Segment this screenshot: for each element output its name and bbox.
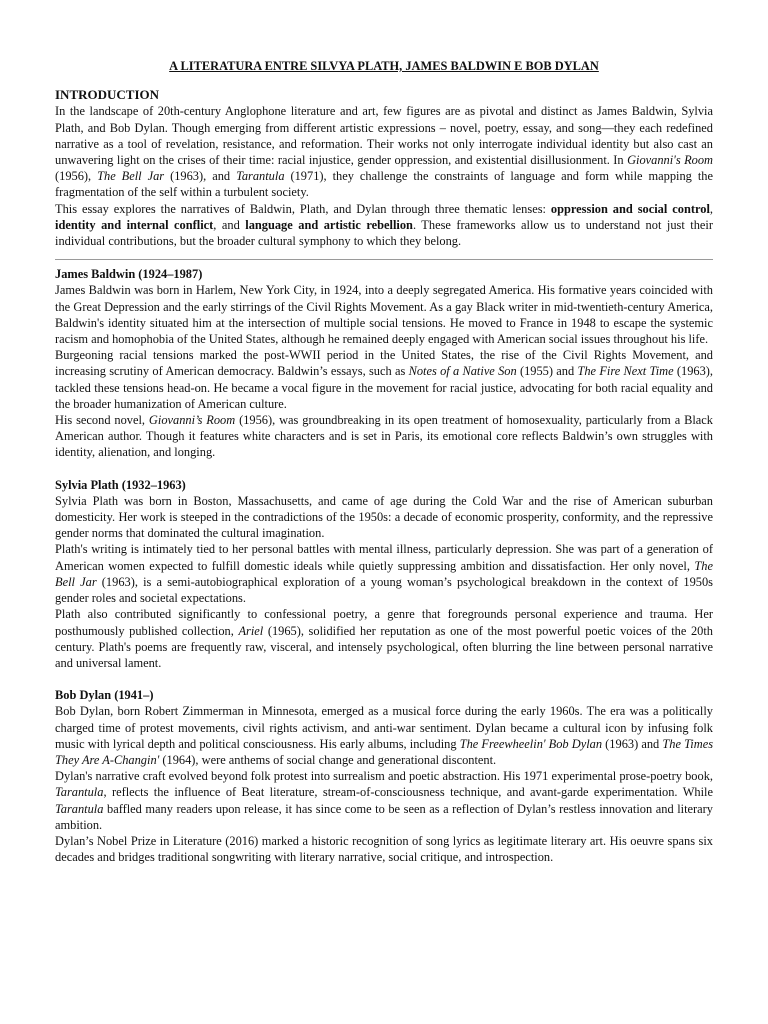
plath-paragraph-1: Sylvia Plath was born in Boston, Massachusetts, and came of age during the Cold War and the rise of American suburban domesticity. Her work is steeped in the contradictions of the 1950s: a decade of economic prosperity, conformity, and the repressive gender norms that dominated the cultural imagination.: [55, 493, 713, 541]
dylan-p1-text-a: Bob Dylan, born Robert Zimmerman in Minnesota, emerged as a musical force during the early 1960s. The era was a politically charged time of protest movements, civil rights activism, and anti-war sentiment. Dylan became a cultural icon by infusing folk music with lyrical depth and political consciousness. His early albums, including: [55, 704, 713, 751]
dylan-p2-title-tarantula: Tarantula: [55, 785, 104, 800]
intro-p1-title-giovanni: Giovanni's Room: [627, 153, 713, 168]
baldwin-p2-text-a: Burgeoning racial tensions marked the post-WWII period in the United States, the rise of the Civil Rights Movement, and increasing scrutiny of American democracy. Baldwin’s essays, such as: [55, 348, 713, 379]
intro-p2-text-c: , and: [213, 217, 246, 232]
intro-p1-text-b: (1956),: [55, 169, 98, 184]
plath-paragraph-3: [55, 606, 713, 671]
baldwin-p2-title-fire-next-time: The Fire Next Time: [577, 364, 674, 379]
plath-p2-title-bell-jar: The Bell Jar: [55, 558, 713, 589]
intro-p1-title-tarantula: Tarantula: [236, 169, 285, 184]
baldwin-paragraph-1: James Baldwin was born in Harlem, New York City, in 1924, into a deeply segregated America. His formative years coincided with the Great Depression and the early stirrings of the Civil Rights Movement. As a gay Black writer in mid-twentieth-century America, Baldwin's identity situated him at the intersection of multiple social tensions. He moved to France in 1948 to escape the systemic racism and homophobia of the United States, although he remained deeply engaged with American social issues throughout his life.: [55, 283, 713, 347]
dylan-heading: Bob Dylan (1941–): [55, 688, 154, 703]
intro-p1-title-bell-jar: The Bell Jar: [97, 169, 165, 184]
intro-p1-text-c: (1963), and: [164, 169, 237, 184]
baldwin-p3-text-a: His second novel,: [55, 413, 149, 428]
plath-p3-text-a: Plath also contributed significantly to confessional poetry, a genre that foregrounds personal experience and trauma. Her posthumously published collection,: [55, 607, 713, 638]
section-gap: [55, 671, 713, 687]
plath-p3-text-b: (1965), solidified her reputation as one of the most powerful poetic voices of the 20th century. Plath's poems are frequently raw, visceral, and intensely psychological, often blurring the line between personal narrative and universal lament.: [55, 623, 713, 670]
dylan-p2-title-tarantula-2: Tarantula: [55, 801, 104, 816]
dylan-paragraph-3: Dylan’s Nobel Prize in Literature (2016) marked a historic recognition of song lyrics as legitimate literary art. His oeuvre spans six decades and bridges traditional songwriting with literary narrative, social critique, and introspection.: [55, 833, 713, 865]
baldwin-p3-text-b: (1956), was groundbreaking in its open treatment of homosexuality, particularly from a Black American author. Though it features white characters and is set in Paris, its emotional core reflects Baldwin’s own struggles with identity, alienation, and longing.: [55, 413, 713, 460]
plath-p3-title-ariel: Ariel: [238, 623, 264, 638]
baldwin-p2-title-native-son: Notes of a Native Son: [408, 364, 517, 379]
plath-paragraph-2: [55, 541, 713, 606]
dylan-paragraph-2: [55, 768, 713, 833]
dylan-p1-title-times-changin: The Times They Are A-Changin': [55, 736, 714, 767]
plath-p2-text-b: (1963), is a semi-autobiographical exploration of a young woman’s psychological breakdown in the context of 1950s gender roles and societal expectations.: [55, 574, 713, 606]
intro-p1-text-d: (1971), they challenge the constraints of language and form while mapping the fragmentation of the self within a turbulent society.: [55, 169, 713, 200]
intro-p2-text-a: This essay explores the narratives of Baldwin, Plath, and Dylan through three thematic lenses:: [55, 201, 551, 216]
dylan-p1-text-c: (1964), were anthems of social change and generational discontent.: [159, 752, 497, 767]
intro-p1-text-a: In the landscape of 20th-century Anglophone literature and art, few figures are as pivotal and distinct as James Baldwin, Sylvia Plath, and Bob Dylan. Though emerging from different artistic expressions – novel, poetry, essay, and song—they each redefined narrative as a tool of revelation, resistance, and reformation. Their works not only interrogate individual identity but also cast an unwavering light on the crises of their time: racial injustice, gender oppression, and existential disillusionment. In: [55, 104, 713, 168]
dylan-p2-text-a: Dylan's narrative craft evolved beyond folk protest into surrealism and poetic abstraction. His 1971 experimental prose-poetry book,: [55, 769, 713, 784]
baldwin-paragraph-3: [55, 412, 713, 461]
baldwin-p2-text-b: (1955) and: [516, 364, 578, 379]
intro-paragraph-2: [55, 201, 713, 250]
intro-p2-keyword-oppression: oppression and social control: [550, 201, 710, 216]
intro-heading: INTRODUCTION: [55, 87, 160, 103]
baldwin-paragraph-2: [55, 347, 713, 412]
document-page: [55, 58, 713, 865]
plath-heading: Sylvia Plath (1932–1963): [55, 477, 186, 492]
baldwin-p2-text-c: (1963), tackled these tensions head-on. He became a vocal figure in the movement for racial justice, advocating for both racial equality and the broader humanization of American culture.: [55, 364, 714, 411]
intro-p2-keyword-identity: identity and internal conflict: [55, 217, 214, 232]
intro-p2-text-d: . These frameworks allow us to understand not just their individual contributions, but the broader cultural symphony to which they belong.: [55, 217, 713, 249]
intro-p2-keyword-language: language and artistic rebellion: [245, 217, 413, 232]
plath-p2-text-a: Plath's writing is intimately tied to her personal battles with mental illness, particularly depression. She was part of a generation of American women expected to fulfill domestic ideals while quietly suppressing ambition and dissatisfaction. Her only novel,: [55, 542, 713, 573]
dylan-p1-text-b: (1963) and: [602, 736, 663, 751]
dylan-p2-text-c: baffled many readers upon release, it has since come to be seen as a reflection of Dylan’s restless innovation and literary ambition.: [55, 801, 713, 832]
section-gap: [55, 461, 713, 477]
intro-paragraph-1: [55, 103, 713, 200]
baldwin-heading: James Baldwin (1924–1987): [55, 267, 203, 282]
dylan-p1-title-freewheelin: The Freewheelin' Bob Dylan: [459, 736, 603, 751]
intro-p2-text-b: ,: [709, 201, 713, 216]
dylan-p2-text-b: , reflects the influence of Beat literature, stream-of-consciousness technique, and avant-garde experimentation. While: [103, 785, 713, 800]
section-divider: [55, 259, 713, 260]
dylan-paragraph-1: [55, 703, 713, 768]
document-title: A LITERATURA ENTRE SILVYA PLATH, JAMES BALDWIN E BOB DYLAN: [169, 59, 599, 73]
baldwin-p3-title-giovanni: Giovanni’s Room: [148, 413, 236, 428]
